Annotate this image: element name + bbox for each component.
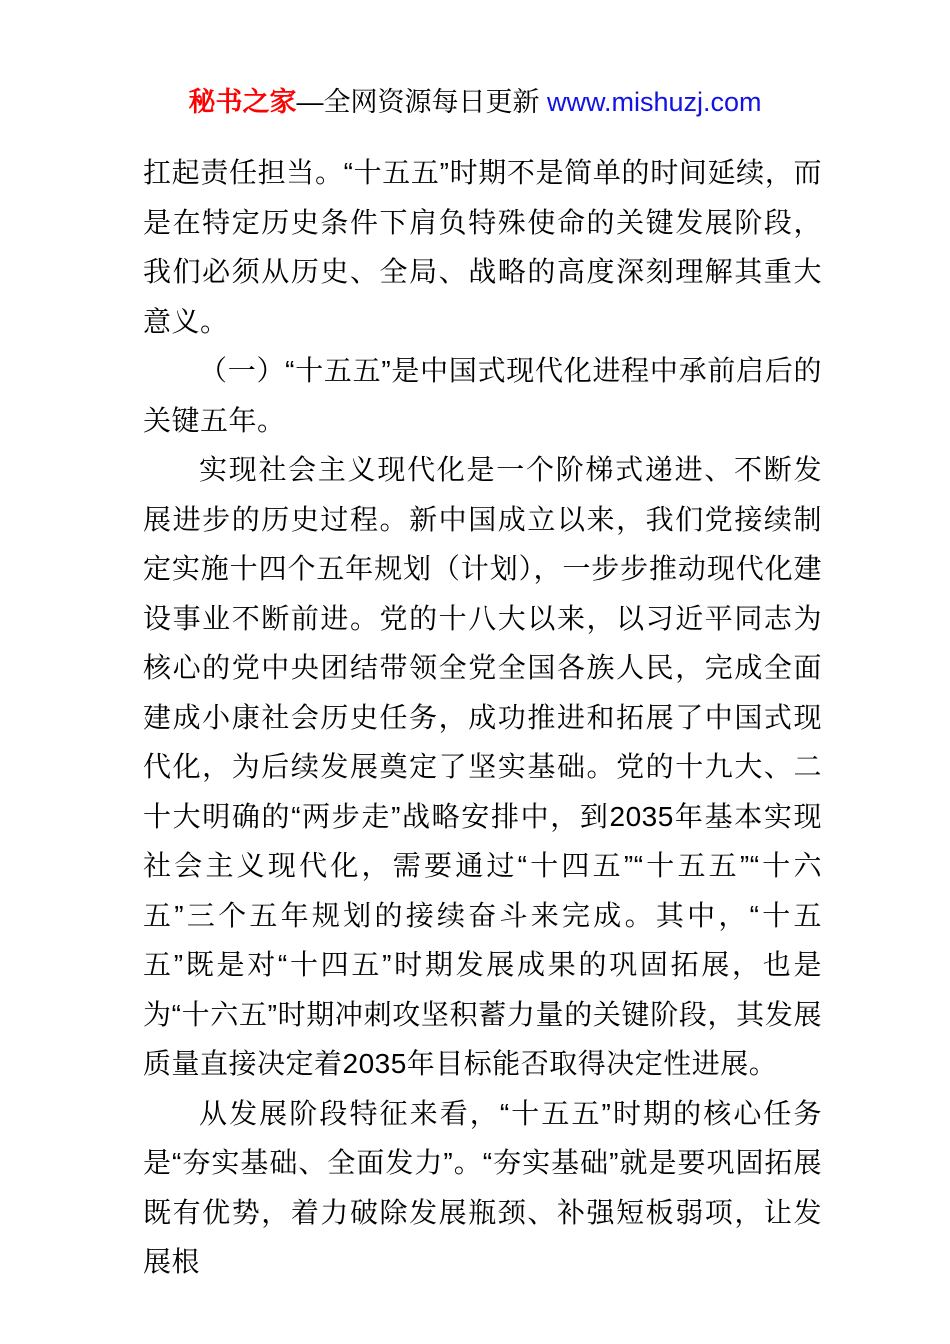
- paragraph-body: 从发展阶段特征来看，“十五五”时期的核心任务是“夯实基础、全面发力”。“夯实基础”就是要巩固拓展既有优势，着力破除发展瓶颈、补强短板弱项，让发展根: [143, 1097, 822, 1277]
- paragraph-body: 实现社会主义现代化是一个阶梯式递进、不断发展进步的历史过程。新中国成立以来，我们党接续制定实施十四个五年规划（计划），一步步推动现代化建设事业不断前进。党的十八大以来，以习近平同志为核心的党中央团结带领全党全国各族人民，完成全面建成小康社会历史任务，成功推进和拓展了中国式现代化，为后续发展奠定了坚实基础。党的十九大、二十大明确的“两步走”战略安排中，到2035年基本实现社会主义现代化，需要通过“十四五”“十五五”“十六五”三个五年规划的接续奋斗来完成。其中，“十五五”既是对“十四五”时期发展成果的巩固拓展，也是为“十六五”时期冲刺攻坚积蓄力量的关键阶段，其发展质量直接决定着2035年目标能否取得决定性进展。: [143, 454, 822, 1079]
- site-url-link[interactable]: www.mishuzj.com: [546, 87, 762, 117]
- document-body: [143, 148, 822, 1287]
- header-separator: —: [296, 87, 324, 117]
- site-tagline: 全网资源每日更新: [323, 87, 540, 117]
- paragraph-section-heading: （一）“十五五”是中国式现代化进程中承前启后的关键五年。: [143, 355, 822, 436]
- site-header: [0, 84, 950, 120]
- site-name: 秘书之家: [188, 87, 297, 117]
- paragraph-continuation: 扛起责任担当。“十五五”时期不是简单的时间延续，而是在特定历史条件下肩负特殊使命的关键发展阶段，我们必须从历史、全局、战略的高度深刻理解其重大意义。: [143, 157, 822, 337]
